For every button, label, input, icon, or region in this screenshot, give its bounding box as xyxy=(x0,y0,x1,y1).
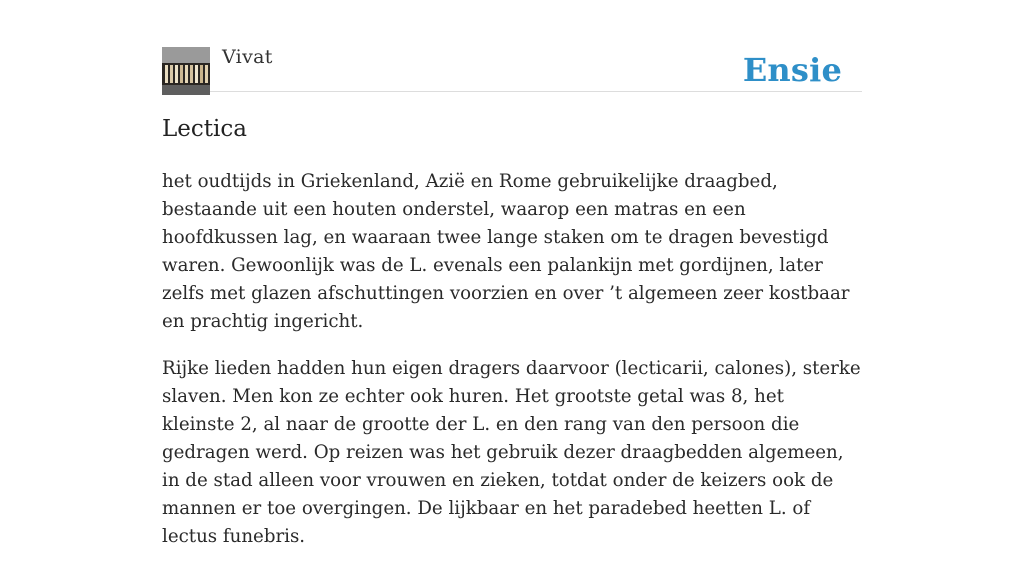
books-icon xyxy=(162,47,210,95)
paragraph: het oudtijds in Griekenland, Azië en Rome gebruikelijke draagbed, bestaande uit een houten onderstel, waarop een matras en een hoofdkussen lag, en waaraan twee lange staken om te dragen bevestigd waren. Gewoonlijk was de L. evenals een palankijn met gordijnen, later zelfs met glazen afschuttingen voorzien en over ’t algemeen zeer kostbaar en prachtig ingericht. xyxy=(162,171,850,332)
avatar[interactable] xyxy=(162,47,210,95)
author-name[interactable]: Vivat xyxy=(222,46,273,68)
article-body xyxy=(162,168,862,570)
paragraph: Rijke lieden hadden hun eigen dragers daarvoor (lecticarii, calones), sterke slaven. Men kon ze echter ook huren. Het grootste getal was 8, het kleinste 2, al naar de grootte der L. en den rang van den persoon die gedragen werd. Op reizen was het gebruik dezer draagbedden algemeen, in de stad alleen voor vrouwen en zieken, totdat onder de keizers ook de mannen er toe overgingen. De lijkbaar en het paradebed heetten L. of lectus funebris. xyxy=(162,358,861,547)
article-title: Lectica xyxy=(162,116,247,142)
site-logo[interactable]: Ensie xyxy=(742,51,842,89)
page-container xyxy=(162,0,862,547)
header xyxy=(162,0,862,92)
